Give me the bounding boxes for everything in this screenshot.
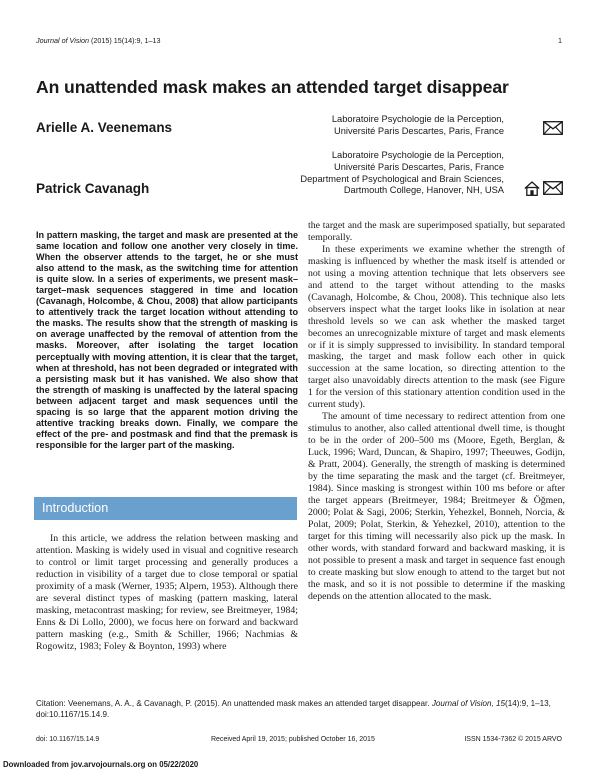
affiliation-line: Université Paris Descartes, Paris, France bbox=[334, 161, 504, 172]
footer-received: Received April 19, 2015; published October 16, 2015 bbox=[211, 736, 375, 743]
footer-issn: ISSN 1534-7362 © 2015 ARVO bbox=[464, 736, 562, 743]
citation-journal: Journal of Vision, 15 bbox=[431, 699, 506, 708]
author-name: Arielle A. Veenemans bbox=[36, 120, 173, 135]
abstract: In pattern masking, the target and mask are presented at the same location and follow one another very closely in time. When the observer attends to the target, he or she must also attend to the mask, as the switching time for attention is quite slow. In a series of experiments, we present mask–target–mask sequences staggered in time and location (Cavanagh, Holcombe, & Chou, 2008) that allow participants to attentively track the target location without attending to the masks. The results show that the strength of masking is on average unaffected by the removal of attention from the masks. Moreover, after isolating the target location perceptually with moving attention, it is clear that the target, when at threshold, has not been degraded or integrated with a persisting mask but it has vanished. We also show that the strength of masking is unaffected by the lateral spacing between adjacent target and mask sequences until the spacing is so large that the apparent motion driving the attentive tracking breaks down. Finally, we compare the effect of the pre- and postmask and find that the premask is responsible for the larger part of the masking. bbox=[36, 230, 298, 450]
author-affiliation bbox=[300, 150, 504, 197]
footer-doi: doi: 10.1167/15.14.9 bbox=[36, 736, 100, 743]
affiliation-line: Department of Psychological and Brain Sciences, bbox=[300, 173, 504, 184]
citation-suffix: (14):9, 1–13, doi:10.1167/15.14.9. bbox=[36, 699, 551, 719]
home-icon[interactable] bbox=[524, 181, 540, 196]
affiliation-line: Dartmouth College, Hanover, NH, USA bbox=[343, 185, 504, 196]
mail-icon[interactable] bbox=[543, 121, 563, 135]
journal-reference bbox=[36, 36, 161, 45]
download-notice: Downloaded from jov.arvojournals.org on 05/22/2020 bbox=[3, 760, 199, 769]
author-name: Patrick Cavanagh bbox=[36, 181, 150, 196]
affiliation-line: Université Paris Descartes, Paris, France bbox=[334, 125, 504, 136]
citation bbox=[36, 699, 566, 721]
section-heading-introduction: Introduction bbox=[42, 501, 109, 515]
author-affiliation bbox=[332, 114, 504, 138]
mail-icon[interactable] bbox=[543, 181, 563, 195]
journal-name: Journal of Vision bbox=[36, 36, 90, 45]
body-paragraph: the target and the mask are superimposed spatially, but separated temporally. bbox=[308, 220, 565, 243]
body-paragraph: In these experiments we examine whether the strength of masking is influenced by whether the mask itself is attended or not using a moving attention technique that lets observers see and attend to the target without attending to the masks (Cavanagh, Holcombe, & Chou, 2008). This technique also lets observers inspect what the target looks like in isolation at near threshold levels so we can ask whether the masked target becomes an unrecognizable mixture of target and mask elements or if it is simply suppressed to invisibility. In standard temporal masking, the target and mask follow each other in quick succession at the same location, so directing attention to the target also unavoidably directs attention to the mask (see Figure 1 for the version of this stationary attention condition used in the current study). bbox=[308, 243, 565, 411]
affiliation-line: Laboratoire Psychologie de la Perception, bbox=[331, 150, 504, 160]
citation-text: Citation: Veenemans, A. A., & Cavanagh, P. (2015). An unattended mask makes an attended target disappear. bbox=[36, 699, 432, 708]
body-paragraph: The amount of time necessary to redirect attention from one stimulus to another, also called attentional dwell time, is thought to be in the order of 200–500 ms (Moore, Egeth, Berglan, & Luck, 1996; Ward, Duncan, & Shapiro, 1997; Theeuwes, Godijn, & Pratt, 2004). Generally, the strength of masking is determined by the time separating the mask and the target (cf. Breitmeyer, 1984). Since masking is strongest within 100 ms before or after the target appears (Breitmeyer, 1984; Breitmeyer & Öğmen, 2000; Polat & Sagi, 2006; Sterkin, Yehezkel, Bonneh, Norcia, & Polat, 2009; Polat, Sterkin, & Yehezkel, 2010), attention to the target for this timing will necessarily also pick up the mask. In other words, with standard forward and backward masking, it is not possible to present a mask and target in sequence fast enough to create masking but slow enough to attend to the target but not the mask, and so it is not possible to determine if the masking depends on the attention allocated to the mask. bbox=[308, 411, 565, 602]
affiliation-line: Laboratoire Psychologie de la Perception, bbox=[331, 114, 504, 124]
article-title: An unattended mask makes an attended target disappear bbox=[36, 77, 509, 97]
right-column bbox=[308, 220, 565, 603]
body-paragraph: In this article, we address the relation between masking and attention. Masking is widely used in visual and cognitive research to control or limit target processing and generally produces a reduction in visibility of a target due to close temporal or spatial proximity of a mask (Werner, 1935; Alpern, 1953). Although there are several distinct types of masking (pattern masking, lateral masking, metacontrast masking; for review, see Breitmeyer, 1984; Enns & Di Lollo, 2000), we focus here on forward and backward pattern masking (e.g., Smith & Schiller, 1966; Nachmias & Rogowitz, 1983; Foley & Boynton, 1993) where bbox=[36, 533, 298, 652]
page-number: 1 bbox=[558, 36, 562, 45]
journal-details: (2015) 15(14):9, 1–13 bbox=[91, 36, 161, 45]
